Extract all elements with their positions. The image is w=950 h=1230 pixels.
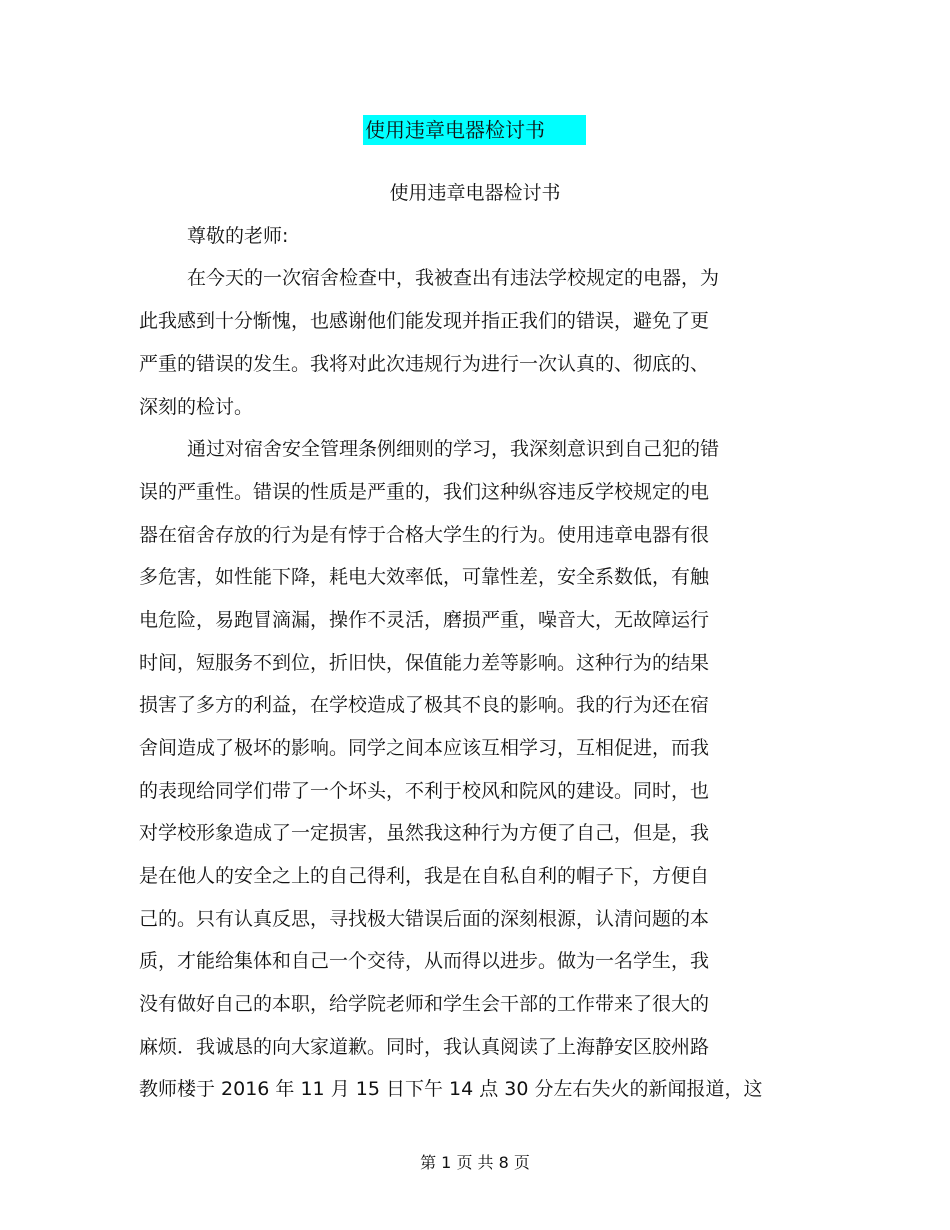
body-line: 在今天的一次宿舍检查中，我被查出有违法学校规定的电器，为 (187, 267, 720, 289)
page-footer: 第 1 页 共 8 页 (420, 1153, 530, 1172)
body-line: 没有做好自己的本职，给学院老师和学生会干部的工作带来了很大的 (139, 993, 710, 1015)
salutation: 尊敬的老师: (187, 225, 289, 247)
body-line: 严重的错误的发生。我将对此次违规行为进行一次认真的、彻底的、 (139, 353, 710, 375)
body-line: 舍间造成了极坏的影响。同学之间本应该互相学习，互相促进，而我 (139, 737, 710, 759)
document-subtitle: 使用违章电器检讨书 (389, 182, 561, 204)
body-line: 对学校形象造成了一定损害，虽然我这种行为方便了自己，但是，我 (139, 822, 710, 844)
body-line: 的表现给同学们带了一个坏头，不利于校风和院风的建设。同时，也 (139, 780, 710, 802)
body-line: 损害了多方的利益，在学校造成了极其不良的影响。我的行为还在宿 (139, 694, 710, 716)
body-line: 多危害，如性能下降，耗电大效率低，可靠性差，安全系数低，有触 (139, 566, 710, 588)
body-line: 此我感到十分惭愧，也感谢他们能发现并指正我们的错误，避免了更 (139, 310, 710, 332)
highlighted-title: 使用违章电器检讨书 (363, 115, 586, 145)
body-line: 质，才能给集体和自己一个交待，从而得以进步。做为一名学生，我 (139, 950, 710, 972)
body-line: 是在他人的安全之上的自己得利，我是在自私自利的帽子下，方便自 (139, 865, 710, 887)
body-line: 麻烦．我诚恳的向大家道歉。同时，我认真阅读了上海静安区胶州路 (139, 1036, 710, 1058)
body-line: 深刻的检讨。 (139, 396, 254, 418)
body-line: 误的严重性。错误的性质是严重的，我们这种纵容违反学校规定的电 (139, 481, 710, 503)
body-line: 教师楼于 2016 年 11 月 15 日下午 14 点 30 分左右失火的新闻报道，这 (139, 1078, 763, 1100)
body-line: 己的。只有认真反思，寻找极大错误后面的深刻根源，认清问题的本 (139, 908, 710, 930)
body-line: 电危险，易跑冒滴漏，操作不灵活，磨损严重，噪音大，无故障运行 (139, 609, 710, 631)
body-line: 器在宿舍存放的行为是有悖于合格大学生的行为。使用违章电器有很 (139, 524, 710, 546)
body-line: 时间，短服务不到位，折旧快，保值能力差等影响。这种行为的结果 (139, 652, 710, 674)
body-line: 通过对宿舍安全管理条例细则的学习，我深刻意识到自己犯的错 (187, 438, 720, 460)
